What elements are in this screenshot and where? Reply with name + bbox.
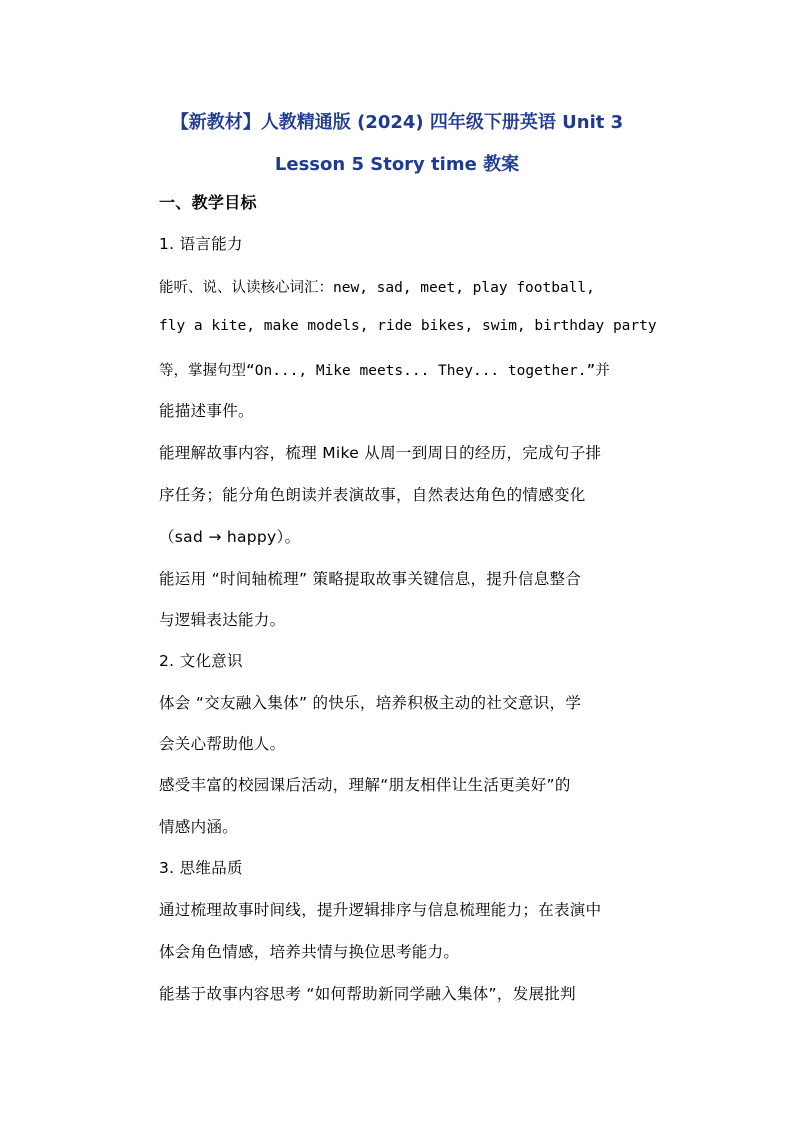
paragraph-line: 能描述事件。	[159, 402, 254, 420]
paragraph-line: 能理解故事内容，梳理 Mike 从周一到周日的经历，完成句子排	[159, 444, 602, 462]
paragraph-line: fly a kite, make models, ride bikes, swim, birthday party	[159, 318, 657, 334]
section-heading-teaching-goals: 一、教学目标	[159, 193, 257, 212]
subheading-thinking-quality: 3. 思维品质	[159, 859, 243, 877]
paragraph-line: （sad → happy）。	[159, 528, 301, 546]
document-title-line-1: 【新教材】人教精通版 (2024) 四年级下册英语 Unit 3	[170, 112, 624, 133]
document-title-line-2: Lesson 5 Story time 教案	[274, 154, 520, 175]
subheading-cultural-awareness: 2. 文化意识	[159, 652, 243, 670]
paragraph-line: 序任务；能分角色朗读并表演故事，自然表达角色的情感变化	[159, 486, 586, 504]
paragraph-line: 体会角色情感，培养共情与换位思考能力。	[159, 943, 460, 961]
paragraph-line: 情感内涵。	[159, 818, 239, 836]
paragraph-line: 与逻辑表达能力。	[159, 611, 286, 629]
paragraph-line: 会关心帮助他人。	[159, 735, 286, 753]
paragraph-line: 能基于故事内容思考 “如何帮助新同学融入集体”，发展批判	[159, 985, 576, 1003]
paragraph-line: 等，掌握句型“On..., Mike meets... They... together.”并	[159, 363, 610, 379]
paragraph-line: 感受丰富的校园课后活动，理解“朋友相伴让生活更美好”的	[159, 776, 571, 794]
paragraph-line: 能运用 “时间轴梳理” 策略提取故事关键信息，提升信息整合	[159, 570, 582, 588]
subheading-language-ability: 1. 语言能力	[159, 235, 243, 253]
paragraph-line: 体会 “交友融入集体” 的快乐，培养积极主动的社交意识，学	[159, 694, 582, 712]
paragraph-line: 能听、说、认读核心词汇：new, sad, meet, play football,	[159, 280, 595, 296]
paragraph-line: 通过梳理故事时间线，提升逻辑排序与信息梳理能力；在表演中	[159, 901, 602, 919]
